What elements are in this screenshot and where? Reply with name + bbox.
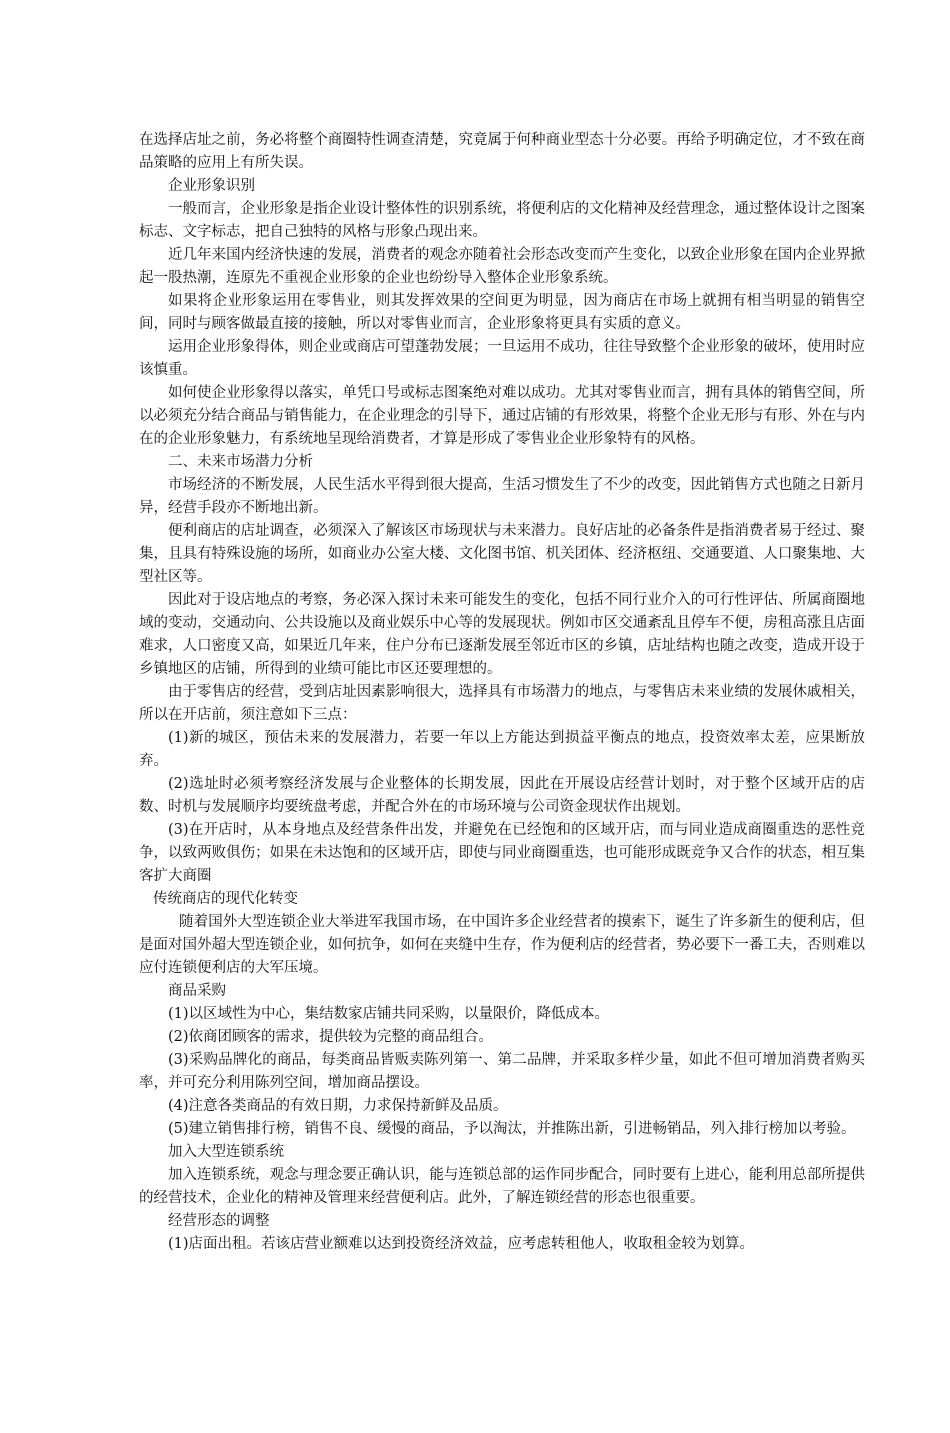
- paragraph: 便利商店的店址调查，必须深入了解该区市场现状与未来潜力。良好店址的必备条件是指消费者易于经过、聚集，且具有特殊设施的场所，如商业办公室大楼、文化图书馆、机关团体、经济枢纽、交通要道、人口聚集地、大型社区等。: [139, 523, 865, 585]
- paragraph: 市场经济的不断发展，人民生活水平得到很大提高，生活习惯发生了不少的改变，因此销售方式也随之日新月异，经营手段亦不断地出新。: [139, 477, 865, 516]
- list-item: (2)选址时必须考察经济发展与企业整体的长期发展，因此在开展设店经营计划时，对于整个区域开店的店数、时机与发展顺序均要统盘考虑，并配合外在的市场环境与公司资金现状作出规划。: [139, 776, 865, 815]
- paragraph: 因此对于设店地点的考察，务必深入探讨未来可能发生的变化，包括不同行业介入的可行性评估、所属商圈地域的变动，交通动向、公共设施以及商业娱乐中心等的发展现状。例如市区交通紊乱且停车不便，房租高涨且店面难求，人口密度又高，如果近几年来，住户分布已逐渐发展至邻近市区的乡镇，店址结构也随之改变，造成开设于乡镇地区的店铺，所得到的业绩可能比市区还要理想的。: [139, 592, 865, 677]
- paragraph: 由于零售店的经营，受到店址因素影响很大，选择具有市场潜力的地点，与零售店未来业绩的发展休戚相关，所以在开店前，须注意如下三点：: [139, 684, 865, 723]
- list-item: (3)采购品牌化的商品，每类商品皆贩卖陈列第一、第二品牌，并采取多样少量，如此不但可增加消费者购买率，并可充分利用陈列空间，增加商品摆设。: [139, 1052, 865, 1091]
- list-item: (2)依商团顾客的需求，提供较为完整的商品组合。: [168, 1029, 494, 1045]
- list-item: (5)建立销售排行榜，销售不良、缓慢的商品，予以淘汰，并推陈出新，引进畅销品，列入排行榜加以考验。: [168, 1121, 856, 1137]
- list-item: (1)以区域性为中心，集结数家店铺共同采购，以量限价，降低成本。: [168, 1006, 610, 1022]
- paragraph: 如何使企业形象得以落实，单凭口号或标志图案绝对难以成功。尤其对零售业而言，拥有具体的销售空间，所以必须充分结合商品与销售能力，在企业理念的引导下，通过店铺的有形效果，将整个企业无形与有形、外在与内在的企业形象魅力，有系统地呈现给消费者，才算是形成了零售业企业形象特有的风格。: [139, 385, 865, 447]
- section-heading-corporate-identity: 企业形象识别: [168, 178, 255, 194]
- section-heading-chain-system: 加入大型连锁系统: [168, 1144, 284, 1160]
- section-heading-market-potential: 二、未来市场潜力分析: [168, 454, 313, 470]
- paragraph: 如果将企业形象运用在零售业，则其发挥效果的空间更为明显，因为商店在市场上就拥有相当明显的销售空间，同时与顾客做最直接的接触，所以对零售业而言，企业形象将更具有实质的意义。: [139, 293, 865, 332]
- paragraph: 近几年来国内经济快速的发展，消费者的观念亦随着社会形态改变而产生变化，以致企业形象在国内企业界掀起一股热潮，连原先不重视企业形象的企业也纷纷导入整体企业形象系统。: [139, 247, 865, 286]
- list-item: (1)店面出租。若该店营业额难以达到投资经济效益，应考虑转租他人，收取租金较为划算。: [168, 1236, 755, 1252]
- list-item: (3)在开店时，从本身地点及经营条件出发，并避免在已经饱和的区域开店，而与同业造成商圈重迭的恶性竞争，以致两败俱伤；如果在未达饱和的区域开店，即使与同业商圈重迭，也可能形成既竞争又合作的状态，相互集客扩大商圈: [139, 822, 865, 884]
- section-heading-modernization: 传统商店的现代化转变: [153, 891, 298, 907]
- list-item: (4)注意各类商品的有效日期，力求保持新鲜及品质。: [168, 1098, 508, 1114]
- list-item: (1)新的城区，预估未来的发展潜力，若要一年以上方能达到损益平衡点的地点，投资效率太差，应果断放弃。: [139, 730, 865, 769]
- paragraph: 一般而言，企业形象是指企业设计整体性的识别系统，将便利店的文化精神及经营理念，通过整体设计之图案标志、文字标志，把自己独特的风格与形象凸现出来。: [139, 201, 865, 240]
- section-heading-business-form: 经营形态的调整: [168, 1213, 270, 1229]
- document-page: [139, 129, 865, 1256]
- paragraph: 加入连锁系统，观念与理念要正确认识，能与连锁总部的运作同步配合，同时要有上进心，能利用总部所提供的经营技术，企业化的精神及管理来经营便利店。此外，了解连锁经营的形态也很重要。: [139, 1167, 865, 1206]
- paragraph-intro: 在选择店址之前，务必将整个商圈特性调查清楚，究竟属于何种商业型态十分必要。再给予明确定位，才不致在商品策略的应用上有所失误。: [139, 132, 865, 171]
- paragraph: 运用企业形象得体，则企业或商店可望蓬勃发展；一旦运用不成功，往往导致整个企业形象的破坏，使用时应该慎重。: [139, 339, 865, 378]
- paragraph: 随着国外大型连锁企业大举进军我国市场，在中国许多企业经营者的摸索下，诞生了许多新生的便利店，但是面对国外超大型连锁企业，如何抗争，如何在夹缝中生存，作为便利店的经营者，势必要下一番工夫，否则难以应付连锁便利店的大军压境。: [139, 914, 865, 976]
- section-heading-purchasing: 商品采购: [168, 983, 226, 999]
